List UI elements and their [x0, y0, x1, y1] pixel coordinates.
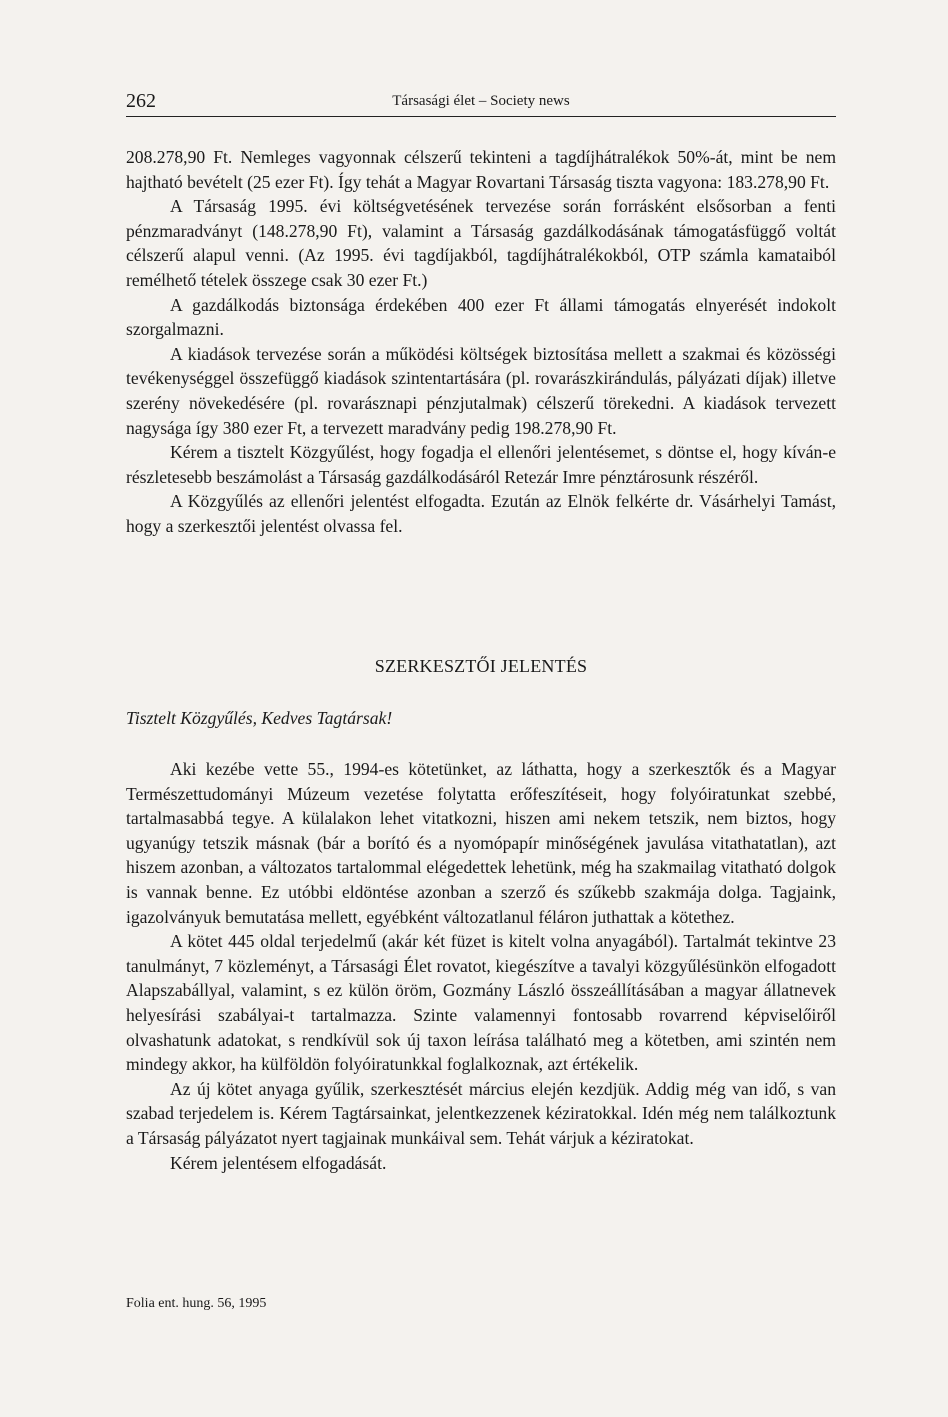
page-footer: Folia ent. hung. 56, 1995: [126, 1296, 267, 1311]
paragraph: A gazdálkodás biztonsága érdekében 400 ezer Ft állami támogatás elnyerését indokolt szorgalmazni.: [126, 294, 836, 340]
paragraph: A Társaság 1995. évi költségvetésének tervezése során forrásként elsősorban a fenti pénzmaradványt (148.278,90 Ft), valamint a Társaság gazdálkodásának támogatásfüggő voltát célszerű alapul venni. (Az 1995. évi tagdíjakból, tagdíjhátralékokból, OTP számla kamataiból remélhető tételek összege csak 30 ezer Ft.): [126, 196, 836, 290]
paragraph: Kérem a tisztelt Közgyűlést, hogy fogadja el ellenőri jelentésemet, s döntse el, hogy kíván-e részletesebb beszámolást a Társaság gazdálkodásáról Retezár Imre pénztárosunk részéről.: [126, 442, 836, 487]
editor-report-text: [126, 757, 836, 1175]
paragraph: Az új kötet anyaga gyűlik, szerkesztését március elején kezdjük. Addig még van idő, s van szabad terjedelem is. Kérem Tagtársainkat, jelentkezzenek kéziratokkal. Idén még nem találkoztunk a Társaság pályázatot nyert tagjainak munkáival sem. Tehát várjuk a kéziratokat.: [126, 1078, 836, 1148]
salutation: Tisztelt Közgyűlés, Kedves Tagtársak!: [126, 708, 393, 728]
treasurer-report-text: [126, 145, 836, 539]
paragraph: 208.278,90 Ft. Nemleges vagyonnak célszerű tekinteni a tagdíjhátralékok 50%-át, mint be nem hajtható bevételt (25 ezer Ft). Így tehát a Magyar Rovartani Társaság tiszta vagyona: 183.278,90 Ft.: [126, 147, 836, 192]
page-number: 262: [126, 90, 156, 112]
running-title: Társasági élet – Society news: [392, 93, 570, 109]
paragraph: Kérem jelentésem elfogadását.: [170, 1152, 387, 1173]
page-header: [126, 90, 836, 117]
paragraph: A Közgyűlés az ellenőri jelentést elfogadta. Ezután az Elnök felkérte dr. Vásárhelyi Tamást, hogy a szerkesztői jelentést olvassa fel.: [126, 491, 836, 536]
section-title: SZERKESZTŐI JELENTÉS: [374, 656, 588, 676]
paragraph: Aki kezébe vette 55., 1994-es kötetünket, az láthatta, hogy a szerkesztők és a Magyar Természettudományi Múzeum vezetése folytatta erőfeszítéseit, hogy folyóiratunkat szebbé, tartalmasabbá tegye. A külalakon lehet vitatkozni, hiszen ami nekem tetszik, nem biztos, hogy ugyanúgy tetszik másnak (bár a borító és a nyomópapír minőségének javulása vitathatatlan), azt hiszem azonban, a változatos tartalommal elégedettek lehetünk, még ha szakmailag vitatható dolgok is vannak benne. Ez utóbbi eldöntése azonban a szerző és szűkebb szakmája dolga. Tagjaink, igazolványuk bemutatása mellett, egyébként változatlanul féláron juthattak a kötethez.: [126, 759, 836, 927]
paragraph: A kiadások tervezése során a működési költségek biztosítása mellett a szakmai és közösségi tevékenységgel összefüggő kiadások szintentartására (pl. rovarászkirándulás, pályázati díjak) illetve szerény növekedésére (pl. rovarásznapi pénzjutalmak) célszerű törekedni. A kiadások tervezett nagysága így 380 ezer Ft, a tervezett maradvány pedig 198.278,90 Ft.: [126, 343, 836, 438]
paragraph: A kötet 445 oldal terjedelmű (akár két füzet is kitelt volna anyagából). Tartalmát tekintve 23 tanulmányt, 7 közleményt, a Társasági Élet rovatot, kiegészítve a tavalyi közgyűlésünkön elfogadott Alapszabállyal, valamint, s ez külön öröm, Gozmány László összeállításában a magyar állatnevek helyesírási szabályai-t tartalmazza. Szinte valamennyi fontosabb rovarrend képviselőiről olvashatunk adatokat, s rendkívül sok új taxon leírása található meg a kötetben, ami szintén nem mindegy akkor, ha külföldön folyóiratunkkal foglalkoznak, azt értékelik.: [126, 931, 836, 1075]
